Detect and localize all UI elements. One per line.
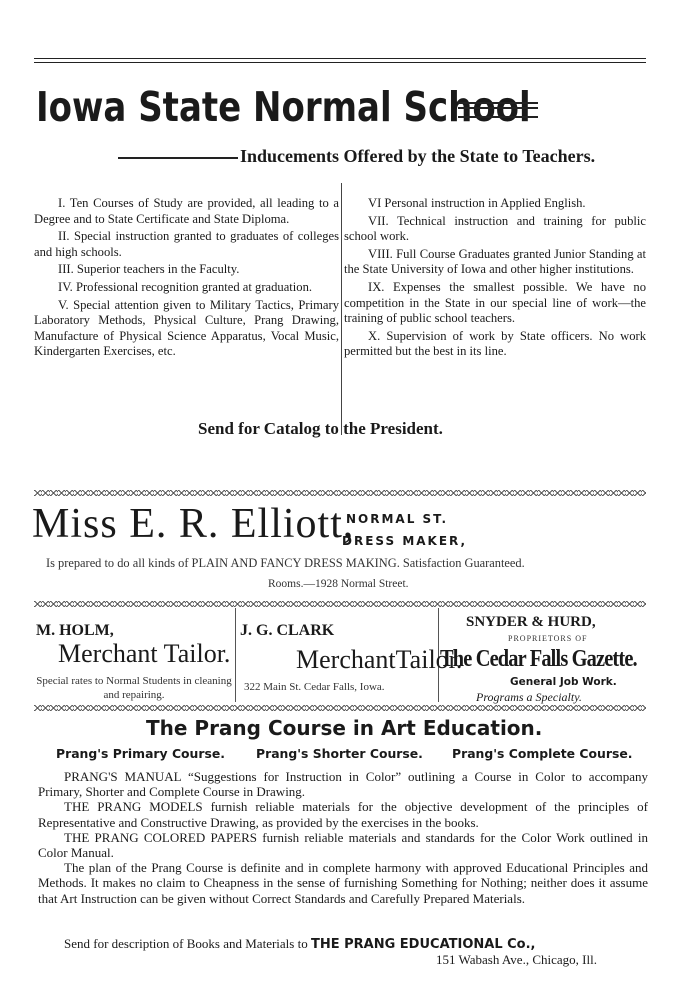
- inducement-item: II. Special instruction granted to graduates of colleges and high schools.: [34, 229, 339, 259]
- inducement-item: III. Superior teachers in the Faculty.: [58, 262, 240, 277]
- holm-trade: Merchant Tailor.: [58, 639, 231, 668]
- ad-separator: [235, 608, 236, 702]
- holm-description: Special rates to Normal Students in cleaning and repairing.: [36, 675, 232, 701]
- inducement-item: VI Personal instruction in Applied English.: [368, 196, 586, 210]
- prang-body: [38, 769, 648, 906]
- subtitle-leader: [118, 157, 238, 159]
- top-rule-2: [34, 62, 646, 63]
- snyder-name: SNYDER & HURD,: [466, 614, 596, 630]
- holm-name: M. HOLM,: [36, 622, 114, 639]
- column-divider: [341, 183, 342, 435]
- prang-paragraph: THE PRANG MODELS furnish reliable materials for the objective development of the principles of Representative and Constructive Drawing, as provided by the exercises in the books.: [38, 799, 648, 830]
- wavy-divider: [34, 490, 646, 496]
- inducement-item: VIII. Full Course Graduates granted Junior Standing at the State University of Iowa and other higher institutions.: [344, 246, 646, 277]
- snyder-job: General Job Work.: [510, 676, 617, 688]
- clark-name: J. G. CLARK: [240, 622, 335, 639]
- wavy-divider: [34, 601, 646, 607]
- inducement-item: IX. Expenses the smallest possible. We have no competition in the State in our special line of work—the training of public school teachers.: [344, 279, 646, 326]
- elliott-normal-st: NORMAL ST.: [346, 512, 449, 526]
- prang-address: 151 Wabash Ave., Chicago, Ill.: [436, 952, 597, 967]
- prang-send-line: [64, 936, 535, 952]
- prang-title: The Prang Course in Art Education.: [146, 716, 543, 740]
- inducement-item: VII. Technical instruction and training for public school work.: [344, 213, 646, 244]
- prang-send-text: Send for description of Books and Materials to: [64, 936, 308, 951]
- inducements-left-column: [34, 196, 339, 362]
- wavy-divider: [34, 705, 646, 711]
- inducement-item: IV. Professional recognition granted at graduation.: [58, 279, 313, 294]
- prang-paragraph: THE PRANG COLORED PAPERS furnish reliable materials and standards for the Color Work outlined in Color Manual.: [38, 829, 648, 861]
- catalog-line: Send for Catalog to the President.: [198, 419, 443, 438]
- elliott-prepared: Is prepared to do all kinds of PLAIN AND FANCY DRESS MAKING. Satisfaction Guaranteed.: [46, 556, 525, 570]
- title-ornament: [458, 102, 538, 118]
- clark-address: 322 Main St. Cedar Falls, Iowa.: [244, 681, 385, 693]
- prang-course-primary: Prang's Primary Course.: [56, 746, 225, 761]
- snyder-programs: Programs a Specialty.: [476, 690, 582, 704]
- elliott-name: Miss E. R. Elliott,: [32, 501, 355, 547]
- clark-trade: MerchantTailor.: [296, 645, 463, 674]
- inducement-item: V. Special attention given to Military Tactics, Primary Laboratory Methods, Physical Culture, Prang Drawing, Manufacture of Physical Science Apparatus, Vocal Music, Kindergarten Exercises, etc.: [34, 297, 339, 359]
- elliott-rooms: Rooms.—1928 Normal Street.: [268, 578, 409, 590]
- inducements-right-column: [344, 196, 646, 362]
- prang-course-complete: Prang's Complete Course.: [452, 746, 633, 761]
- subtitle-text: Inducements Offered by the State to Teachers.: [240, 146, 596, 166]
- prang-paragraph: The plan of the Prang Course is definite and in complete harmony with approved Educational Principles and Methods. It makes no claim to Cheapness in the sense of furnishing Something for Nothing; neither does it assume that Art Instruction can be given without Correct Standards and Carefully Prepared Materials.: [38, 860, 648, 906]
- subtitle: [118, 146, 595, 167]
- snyder-proprietors: PROPRIETORS OF: [508, 634, 588, 643]
- snyder-paper: The Cedar Falls Gazette.: [440, 646, 637, 672]
- page-title: Iowa State Normal School: [36, 84, 531, 132]
- inducement-item: X. Supervision of work by State officers. No work permitted but the best in its line.: [344, 328, 646, 359]
- prang-paragraph: PRANG'S MANUAL “Suggestions for Instruction in Color” outlining a Course in Color to accompany Primary, Shorter and Complete Course in Drawing.: [38, 769, 648, 800]
- prang-course-shorter: Prang's Shorter Course.: [256, 746, 423, 761]
- prang-company: THE PRANG EDUCATIONAL Co.,: [310, 937, 536, 952]
- top-rule: [34, 58, 646, 59]
- inducement-item: I. Ten Courses of Study are provided, all leading to a Degree and to State Certificate and State Diploma.: [34, 196, 339, 226]
- elliott-dress-maker: DRESS MAKER,: [342, 534, 468, 548]
